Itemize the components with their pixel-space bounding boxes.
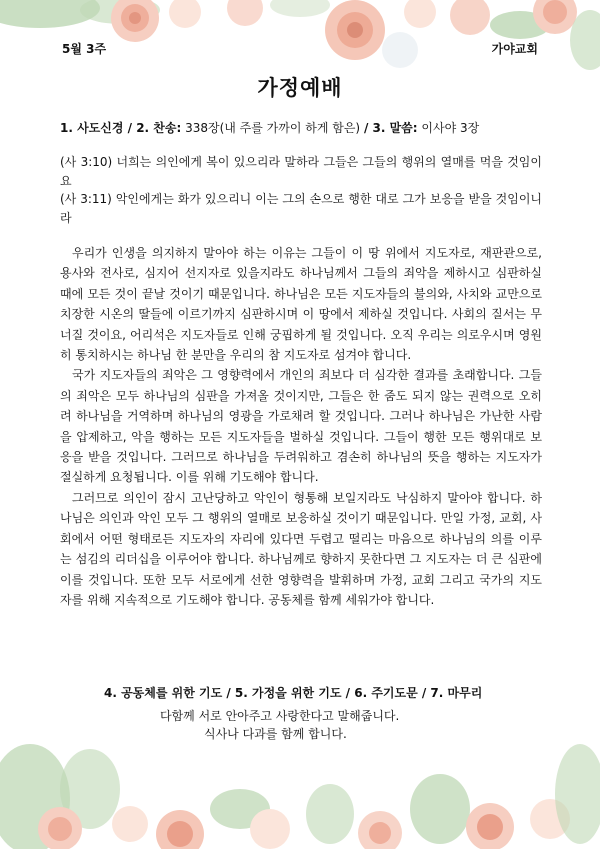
sermon-paragraph: 그러므로 의인이 잠시 고난당하고 악인이 형통해 보일지라도 낙심하지 말아야 합니다. 하나님은 의인과 악인 모두 그 행위의 열매로 보응하실 것이기 때문입니다. 만일 가정, 교회, 사회에서 어떤 형태로든 지도자의 자리에 있다면 두렵고 떨리는 마음으로 하나님의 의를 이루는 섬김의 리더십을 이루어야 합니다. 하나님께로 향하지 못한다면 그 지도자는 더 큰 심판에 이를 것입니다. 또한 모두 서로에게 선한 영향력을 발휘하며 가정, 교회 그리고 국가의 지도자를 위해 지속적으로 기도해야 합니다. 공동체를 함께 세워가야 합니다.: [60, 490, 542, 607]
scripture-verses: [60, 153, 542, 227]
order-scripture-value: 이사야 3장: [417, 121, 480, 135]
order-label-creed-hymn: 1. 사도신경 / 2. 찬송:: [60, 121, 182, 135]
sermon-paragraph: 국가 지도자들의 죄악은 그 영향력에서 개인의 죄보다 더 심각한 결과를 초래합니다. 그들의 죄악은 모두 하나님의 심판을 가져올 것이지만, 그들은 한 줌도 되지 않는 권력으로 오히려 하나님을 거역하며 하나님의 영광을 가로채려 할 것입니다. 그러나 하나님은 가난한 사람을 압제하고, 악을 행하는 모든 지도자들을 벌하실 것입니다. 그들이 행한 모든 행위대로 보응을 받을 것입니다. 그러므로 하나님을 두려워하고 겸손히 하나님의 뜻을 행하는 지도자가 절실하게 요청됩니다. 이를 위해 기도해야 합니다.: [60, 368, 542, 485]
order-label-scripture: / 3. 말씀:: [363, 121, 418, 135]
verse: (사 3:10) 너희는 의인에게 복이 있으리라 말하라 그들은 그들의 행위의 열매를 먹을 것임이요: [60, 155, 542, 188]
worship-order: [60, 119, 540, 136]
header-week: 5월 3주: [62, 42, 107, 56]
sermon-paragraph: 우리가 인생을 의지하지 말아야 하는 이유는 그들이 이 땅 위에서 지도자로, 재판관으로, 용사와 전사로, 심지어 선지자로 있을지라도 하나님께서 그들의 죄악을 제하시고 심판하실 때에 모든 것이 끝날 것이기 때문입니다. 하나님은 모든 지도자들의 불의와, 사치와 교만으로 치장한 시온의 딸들에 이르기까지 심판하시며 이 땅에서 제하실 것입니다. 사회의 질서는 무너질 것이요, 어리석은 지도자들로 인해 궁핍하게 될 것입니다. 오직 우리는 의로우시며 영원히 통치하시는 하나님 한 분만을 우리의 참 지도자로 섬겨야 합니다.: [60, 246, 542, 363]
closing-order: 4. 공동체를 위한 기도 / 5. 가정을 위한 기도 / 6. 주기도문 / 7. 마무리: [104, 686, 483, 700]
closing-instruction: 식사나 다과를 함께 합니다.: [204, 727, 347, 741]
sermon-body: [60, 243, 542, 610]
bottom-floral-decoration: [0, 729, 600, 849]
closing-instruction: 다함께 서로 안아주고 사랑한다고 말해줍니다.: [160, 709, 400, 723]
page-title: 가정예배: [257, 76, 343, 100]
verse: (사 3:11) 악인에게는 화가 있으리니 이는 그의 손으로 행한 대로 그가 보응을 받을 것임이니라: [60, 192, 542, 225]
order-hymn-value: 338장(내 주를 가까이 하게 함은): [181, 121, 364, 135]
header-church-name: 가야교회: [491, 42, 538, 56]
